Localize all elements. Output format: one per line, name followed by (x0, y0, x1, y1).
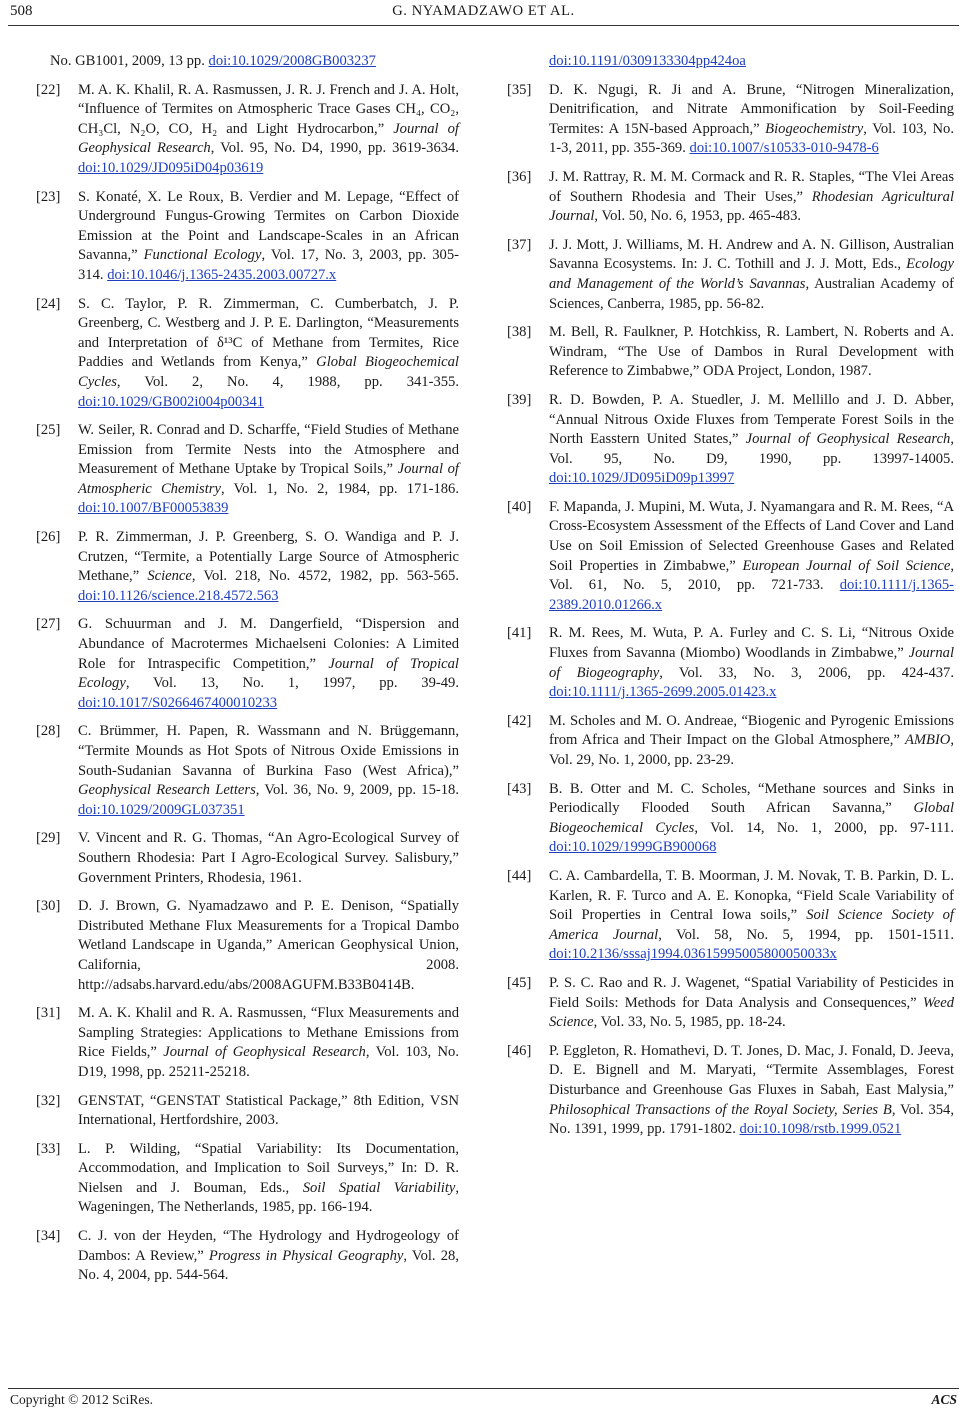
reference-text: C. J. von der Heyden, “The Hydrology and Hydrogeology of Dambos: A Review,” (78, 1228, 459, 1264)
reference-details: , Vol. 33, No. 5, 1985, pp. 18-24. (593, 1014, 786, 1031)
reference-list-left (36, 81, 459, 1286)
reference-details: , Vol. 1, No. 2, 1984, pp. 171-186. (220, 480, 459, 497)
reference-item (507, 236, 954, 314)
reference-item (36, 528, 459, 606)
doi-link[interactable]: doi:10.1111/j.1365-2389.2010.01266.x (549, 577, 954, 613)
reference-number: [40] (507, 498, 532, 515)
reference-details: , Vol. 354, No. 1391, 1999, pp. 1791-1802. (549, 1101, 954, 1138)
footer-rule (8, 1388, 959, 1389)
reference-number: [42] (507, 712, 532, 729)
doi-link[interactable]: doi:10.1029/2009GL037351 (78, 801, 245, 818)
reference-source: Progress in Physical Geography (208, 1247, 404, 1264)
reference-number: [39] (507, 391, 532, 408)
reference-text: C. Brümmer, H. Papen, R. Wassmann and N. Brüggemann, “Termite Mounds as Hot Spots of Nitrous Oxide Emissions in South-Sudanian Savanna of Burkina Faso (West Africa),” (78, 723, 459, 779)
reference-source: Global Biogeochemical Cycles (549, 800, 954, 836)
reference-item (36, 722, 459, 820)
reference-details: , Vol. 103, No. D19, 1998, pp. 25211-25218. (78, 1044, 459, 1080)
reference-details: , Vol. 14, No. 1, 2000, pp. 97-111. (694, 819, 954, 836)
reference-details: , Vol. 58, No. 5, 1994, pp. 1501-1511. (658, 926, 954, 943)
doi-link[interactable]: doi:10.1191/0309133304pp424oa (549, 53, 746, 69)
reference-details: , Vol. 13, No. 1, 1997, pp. 39-49. (125, 675, 459, 692)
reference-text: F. Mapanda, J. Mupini, M. Wuta, J. Nyamangara and R. M. Rees, “A Cross-Ecosystem Assessment of the Effects of Land Cover and Land Use on Soil Emission of Selected Greenhouse Gases and Related Soil Properties in Zimbabwe,” (549, 498, 954, 574)
running-title: G. NYAMADZAWO ET AL. (392, 3, 575, 19)
reference-number: [26] (36, 529, 61, 546)
reference-text: S. C. Taylor, P. R. Zimmerman, C. Cumberbatch, J. P. Greenberg, C. Westberg and J. P. E. Darlington, “Measurements and Interpretation of δ¹³C of Methane from Termites, Rice Paddies and Wetlands from Kenya,” (78, 295, 459, 371)
reference-text: W. Seiler, R. Conrad and D. Scharffe, “Field Studies of Methane Emission from Termite Nests into the Atmosphere and Measurement of Methane Uptake by Tropical Soils,” (78, 422, 459, 478)
reference-item (507, 974, 954, 1033)
reference-text: M. A. K. Khalil and R. A. Rasmussen, “Flux Measurements and Sampling Strategies: Applications to Methane Emissions from Rice Fields,” (78, 1005, 459, 1061)
reference-text: GENSTAT, “GENSTAT Statistical Package,” 8th Edition, VSN International, Hertfordshire, 2003. (78, 1092, 459, 1129)
reference-text: R. M. Rees, M. Wuta, P. A. Furley and C. S. Li, “Nitrous Oxide Fluxes from Savanna (Miombo) Woodlands in Zimbabwe,” (549, 625, 954, 662)
reference-number: [31] (36, 1005, 61, 1022)
reference-source: Science (147, 568, 192, 585)
reference-item (36, 1140, 459, 1218)
reference-source: AMBIO (904, 732, 951, 749)
reference-number: [44] (507, 867, 532, 884)
reference-number: [34] (36, 1228, 61, 1245)
reference-source: Journal of Geophysical Research (745, 431, 951, 448)
reference-number: [37] (507, 236, 532, 253)
reference-details: , Vol. 28, No. 4, 2004, pp. 544-564. (78, 1247, 459, 1284)
reference-item (507, 391, 954, 489)
reference-details: , Vol. 103, No. 1-3, 2011, pp. 355-369. (549, 120, 954, 157)
reference-source: Philosophical Transactions of the Royal Society, Series B (549, 1101, 892, 1118)
reference-source: Global Biogeochemical Cycles (78, 354, 459, 390)
reference-details: , Vol. 17, No. 3, 2003, pp. 305-314. (78, 247, 459, 283)
reference-details: , Vol. 95, No. D9, 1990, pp. 13997-14005. (549, 431, 954, 467)
reference-item (507, 1042, 954, 1140)
reference-item (507, 712, 954, 771)
reference-number: [25] (36, 422, 61, 439)
reference-item (507, 81, 954, 159)
copyright: Copyright © 2012 SciRes. (10, 1392, 154, 1407)
doi-link[interactable]: doi:10.1029/JD095iD09p13997 (549, 470, 735, 487)
doi-link[interactable]: doi:10.1111/j.1365-2699.2005.01423.x (549, 684, 777, 701)
reference-source: Weed Science (549, 994, 954, 1031)
reference-details: , Vol. 2, No. 4, 1988, pp. 341-355. (116, 373, 459, 390)
header-rule (8, 25, 959, 26)
reference-item (36, 81, 459, 179)
doi-link[interactable]: doi:10.1007/BF00053839 (78, 500, 229, 517)
doi-link[interactable]: doi:10.1126/science.218.4572.563 (78, 587, 279, 604)
reference-text: M. Scholes and M. O. Andreae, “Biogenic and Pyrogenic Emissions from Africa and Their Impact on the Global Atmosphere,” (549, 712, 954, 749)
reference-details: , Vol. 36, No. 9, 2009, pp. 15-18. (255, 782, 459, 799)
doi-link[interactable]: doi:10.1098/rstb.1999.0521 (739, 1121, 902, 1138)
reference-item (36, 829, 459, 888)
reference-source: European Journal of Soil Science (742, 557, 951, 574)
reference-item (507, 323, 954, 382)
reference-number: [38] (507, 324, 532, 341)
reference-item (36, 1092, 459, 1131)
reference-number: [35] (507, 81, 532, 98)
reference-details: , Vol. 95, No. D4, 1990, pp. 3619-3634. (210, 140, 459, 157)
reference-details: , Wageningen, The Netherlands, 1985, pp. 166-194. (78, 1179, 460, 1216)
reference-details: , Vol. 61, No. 5, 2010, pp. 721-733. (549, 557, 954, 594)
reference-source: Journal of Atmospheric Chemistry (78, 461, 459, 497)
reference-item (507, 498, 954, 616)
reference-source: Rhodesian Agricultural Journal (549, 188, 954, 225)
reference-number: [41] (507, 625, 532, 642)
reference-text: M. A. K. Khalil, R. A. Rasmussen, J. R. J. French and J. A. Holt, “Influence of Termites on Atmospheric Trace Gases CH₄, CO₂, CH₃Cl, N₂O, CO, H₂ and Light Hydrocarbon,” (78, 81, 459, 137)
doi-link[interactable]: doi:10.2136/sssaj1994.03615995005800050033x (549, 946, 837, 963)
reference-item (36, 615, 459, 713)
reference-details: , Vol. 33, No. 3, 2006, pp. 424-437. (659, 664, 955, 681)
reference-details: , Vol. 50, No. 6, 1953, pp. 465-483. (594, 208, 802, 225)
reference-text: P. Eggleton, R. Homathevi, D. T. Jones, D. Mac, J. Fonald, D. Jeeva, D. E. Bignell and M. Maryati, “Termite Assemblages, Forest Disturbance and Greenhouse Gas Fluxes in Sabah, East Malysia,” (549, 1042, 954, 1098)
reference-details: , Vol. 218, No. 4572, 1982, pp. 563-565. (191, 568, 459, 585)
reference-source: Journal of Geophysical Research (163, 1044, 366, 1061)
reference-item (36, 421, 459, 519)
reference-list-right (507, 81, 954, 1140)
reference-source: Biogeochemistry (765, 120, 864, 137)
reference-text: D. J. Brown, G. Nyamadzawo and P. E. Denison, “Spatially Distributed Methane Flux Measurements for a Tropical Dambo Wetland Landscape in Uganda,” American Geophysical Union, California, 2008. http://adsabs.harvard.edu/abs/2008AGUFM.B33B0414B. (78, 898, 459, 993)
reference-number: [22] (36, 81, 61, 98)
reference-text: M. Bell, R. Faulkner, P. Hotchkiss, R. Lambert, N. Roberts and A. Windram, “The Use of Dambos in Rural Development with Reference to Zimbabwe,” ODA Project, London, 1987. (549, 324, 954, 380)
reference-text: J. M. Rattray, R. M. M. Cormack and R. R. Staples, “The Vlei Areas of Southern Rhodesia and Their Uses,” (549, 168, 954, 205)
doi-link[interactable]: doi:10.1029/JD095iD04p03619 (78, 159, 264, 176)
reference-item (507, 168, 954, 227)
reference-continuation (507, 52, 954, 72)
reference-number: [29] (36, 830, 61, 847)
reference-text: S. Konaté, X. Le Roux, B. Verdier and M. Lepage, “Effect of Underground Fungus-Growing Termites on Carbon Dioxide Emission at the Point and Landscape-Scales in an African Savanna,” (78, 188, 459, 264)
reference-text: V. Vincent and R. G. Thomas, “An Agro-Ecological Survey of Southern Rhodesia: Part I Agro-Ecological Survey. Salisbury,” Government Printers, Rhodesia, 1961. (78, 830, 459, 886)
reference-text: C. A. Cambardella, T. B. Moorman, J. M. Novak, T. B. Parkin, D. L. Karlen, R. F. Turco and A. E. Konopka, “Field Scale Variability of Soil Properties in Central Iowa soils,” (549, 867, 954, 924)
reference-source: Soil Spatial Variability (302, 1179, 456, 1196)
reference-source: Journal of Biogeography (549, 645, 954, 681)
reference-item (507, 780, 954, 858)
reference-number: [30] (36, 898, 61, 915)
reference-item (36, 1227, 459, 1286)
doi-link[interactable]: doi:10.1029/1999GB900068 (549, 839, 717, 856)
reference-number: [28] (36, 723, 61, 740)
reference-text: B. B. Otter and M. C. Scholes, “Methane sources and Sinks in Periodically Flooded South African Savanna,” (549, 780, 954, 817)
reference-source: Soil Science Society of America Journal (549, 907, 954, 943)
doi-link[interactable]: doi:10.1029/2008GB003237 (208, 53, 376, 69)
reference-number: [45] (507, 974, 532, 991)
doi-link[interactable]: doi:10.1046/j.1365-2435.2003.00727.x (107, 266, 337, 283)
reference-number: [32] (36, 1092, 61, 1109)
reference-number: [23] (36, 188, 61, 205)
reference-continuation: No. GB1001, 2009, 13 pp. doi:10.1029/2008GB003237 (50, 53, 376, 69)
reference-source: Ecology and Management of the World’s Savannas (549, 256, 954, 292)
journal-abbrev: ACS (931, 1392, 957, 1407)
reference-item (507, 867, 954, 965)
reference-number: [46] (507, 1042, 532, 1059)
doi-link[interactable]: doi:10.1029/GB002i004p00341 (78, 393, 265, 410)
reference-source: Geophysical Research Letters (78, 782, 256, 799)
reference-source: Journal of Geophysical Research (78, 120, 459, 157)
doi-link[interactable]: doi:10.1007/s10533-010-9478-6 (689, 140, 879, 157)
doi-link[interactable]: doi:10.1017/S0266467400010233 (78, 694, 278, 711)
reference-text: G. Schuurman and J. M. Dangerfield, “Dispersion and Abundance of Macrotermes Michaelseni Colonies: A Limited Role for Intraspecific Competition,” (78, 616, 459, 672)
reference-text: J. J. Mott, J. Williams, M. H. Andrew and A. N. Gillison, Australian Savanna Ecosystems. In: J. C. Tothill and J. J. Mott, Eds., (549, 236, 954, 273)
reference-item (36, 295, 459, 413)
reference-number: [43] (507, 780, 532, 797)
reference-source: Functional Ecology (143, 247, 262, 264)
reference-text: P. S. C. Rao and R. J. Wagenet, “Spatial Variability of Pesticides in Field Soils: Methods for Data Analysis and Consequences,” (549, 974, 954, 1011)
reference-details: , Vol. 29, No. 1, 2000, pp. 23-29. (549, 732, 954, 768)
reference-number: [36] (507, 168, 532, 185)
reference-number: [33] (36, 1140, 61, 1157)
page-number: 508 (10, 3, 33, 19)
reference-text: D. K. Ngugi, R. Ji and A. Brune, “Nitrogen Mineralization, Denitrification, and Nitrate Ammonification by Soil-Feeding Termites: A 15N-based Approach,” (549, 81, 954, 137)
reference-number: [24] (36, 295, 61, 312)
reference-item (36, 188, 459, 286)
reference-text: P. R. Zimmerman, J. P. Greenberg, S. O. Wandiga and P. J. Crutzen, “Termite, a Potentially Large Source of Atmospheric Methane,” (78, 529, 459, 585)
reference-text: R. D. Bowden, P. A. Stuedler, J. M. Mellillo and J. D. Abber, “Annual Nitrous Oxide Fluxes from Temperate Forest Soils in the North Easstern United States,” (549, 391, 954, 448)
reference-item (36, 1004, 459, 1082)
right-column (507, 52, 954, 1149)
reference-item (36, 897, 459, 995)
reference-item (507, 624, 954, 702)
reference-text: L. P. Wilding, “Spatial Variability: Its Documentation, Accommodation, and Implication to Soil Surveys,” In: D. R. Nielsen and J. Bouman, Eds., (78, 1140, 459, 1196)
reference-details: , Australian Academy of Sciences, Canberra, 1985, pp. 56-82. (549, 275, 954, 312)
reference-number: [27] (36, 616, 61, 633)
reference-source: Journal of Tropical Ecology (78, 655, 459, 692)
left-column (36, 52, 459, 1295)
